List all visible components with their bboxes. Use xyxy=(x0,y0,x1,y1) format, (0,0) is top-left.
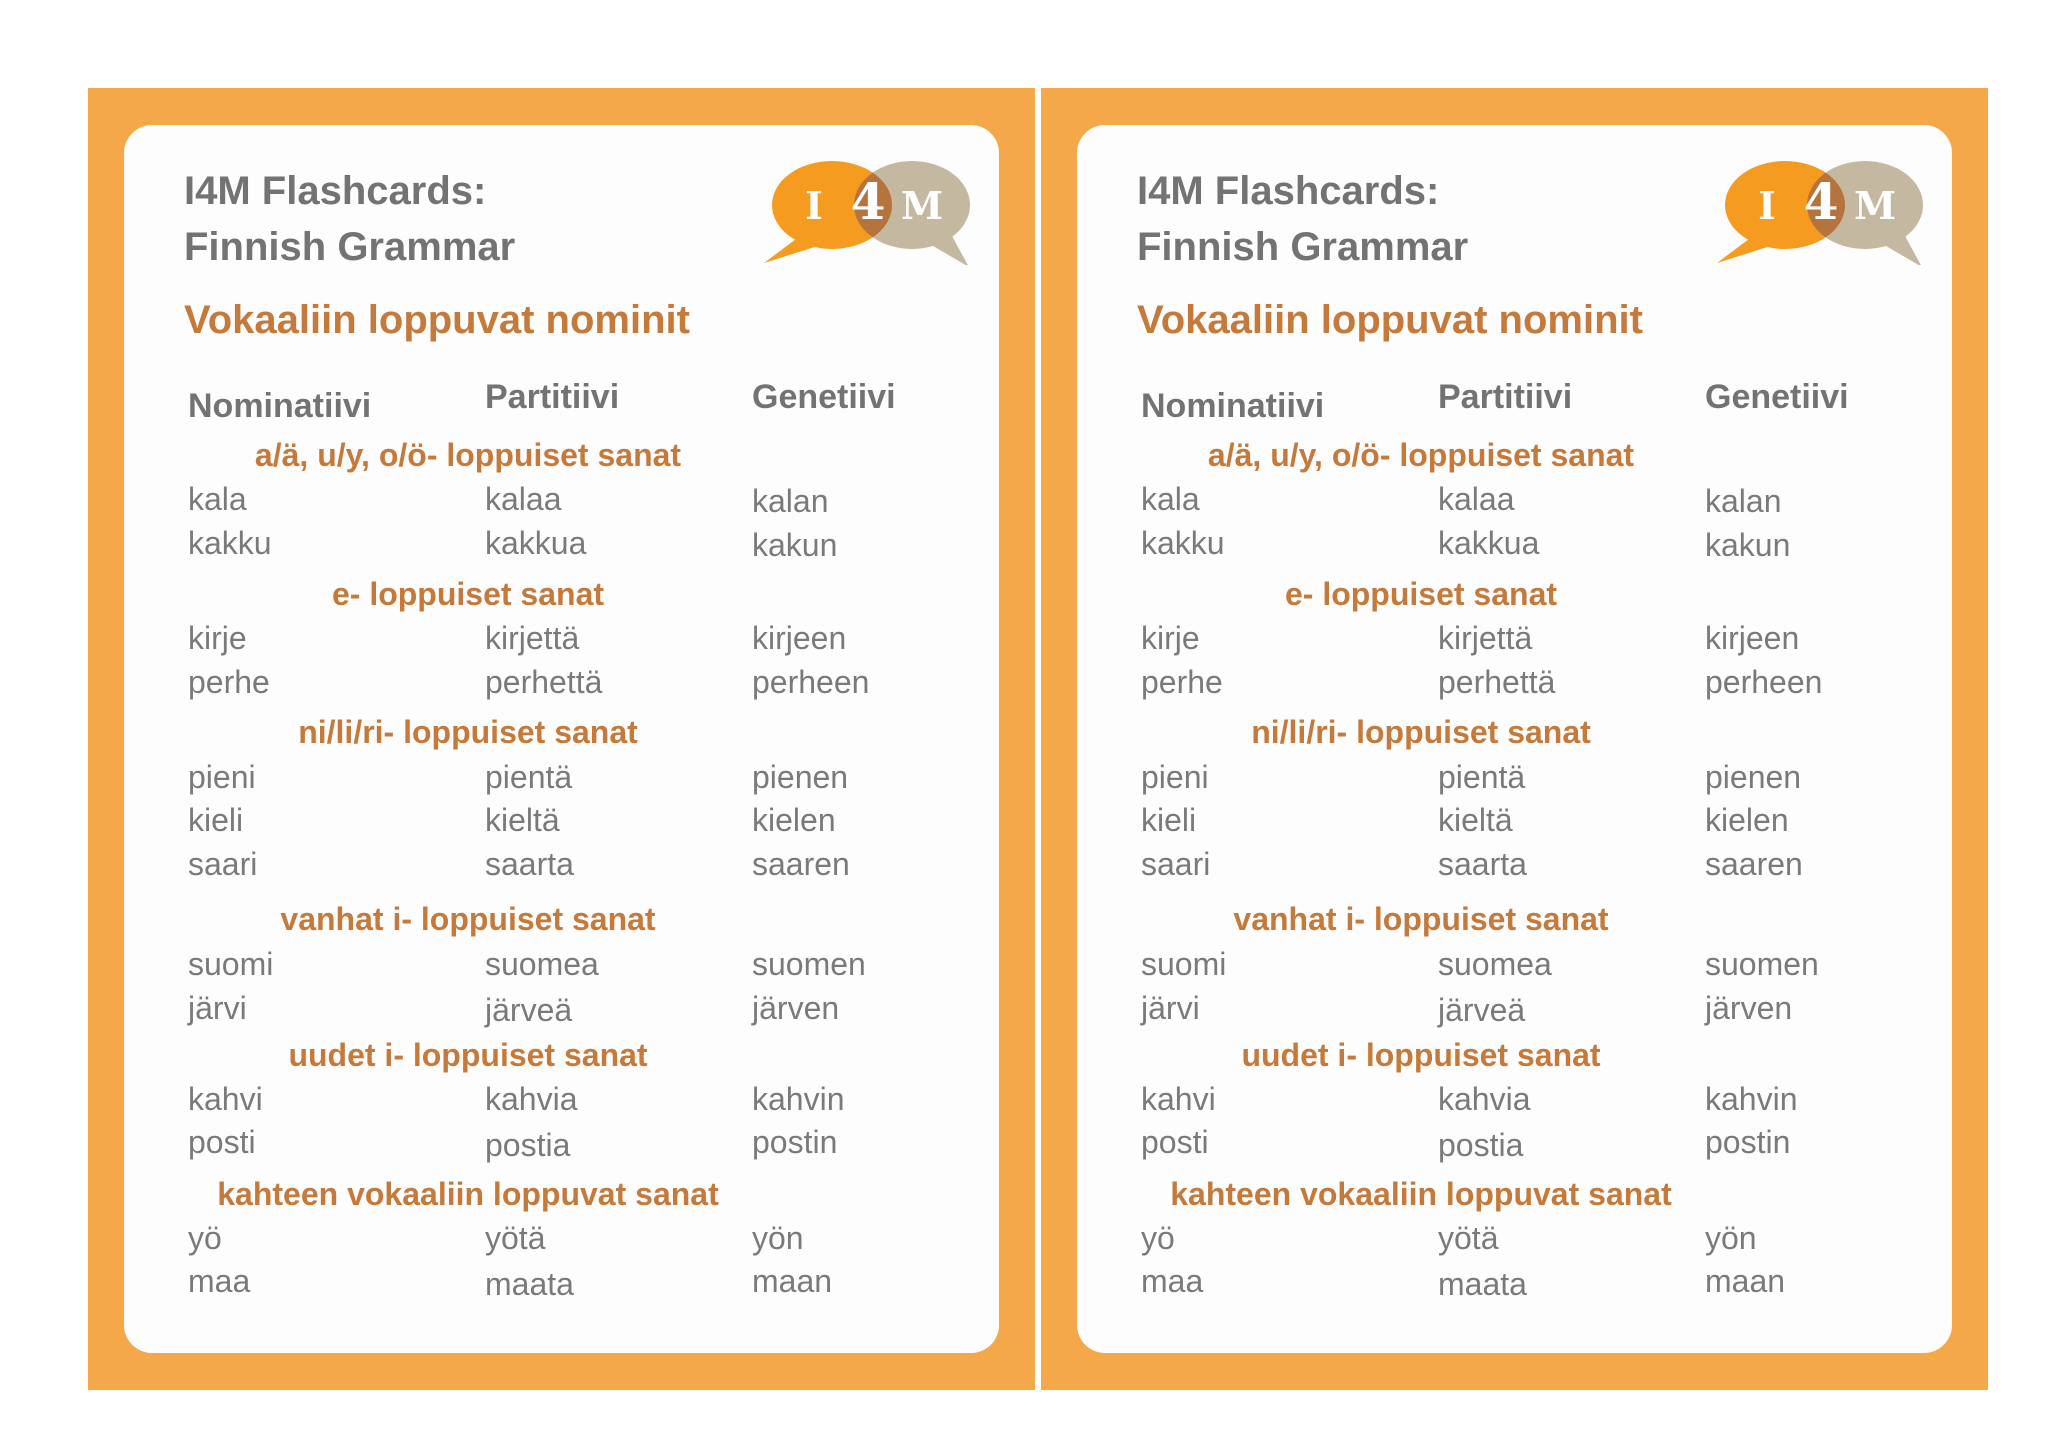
word-partitive: maata xyxy=(1438,1266,1527,1302)
card-title-line: Finnish Grammar xyxy=(1137,225,1469,269)
word-partitive: saarta xyxy=(485,846,574,882)
word-partitive: kakkua xyxy=(485,525,587,561)
word-genitive: perheen xyxy=(1705,664,1823,700)
word-genitive: postin xyxy=(1705,1124,1791,1160)
flashcard-body xyxy=(124,125,999,1353)
word-genitive: pienen xyxy=(1705,759,1802,795)
word-genitive: järven xyxy=(752,990,840,1026)
word-nominative: järvi xyxy=(1141,990,1200,1026)
card-subtitle: Vokaaliin loppuvat nominit xyxy=(1137,298,1643,342)
word-partitive: perhettä xyxy=(1438,664,1556,700)
word-genitive: kakun xyxy=(752,527,838,563)
word-partitive: kahvia xyxy=(485,1081,578,1117)
card-title-line: I4M Flashcards: xyxy=(184,169,487,213)
word-nominative: perhe xyxy=(188,664,270,700)
word-genitive: kirjeen xyxy=(752,620,847,656)
section-title: kahteen vokaaliin loppuvat sanat xyxy=(1170,1176,1672,1212)
word-partitive: perhettä xyxy=(485,664,603,700)
word-genitive: saaren xyxy=(752,846,850,882)
card-title xyxy=(1137,163,1468,275)
word-nominative: maa xyxy=(1141,1263,1204,1299)
section-title: e- loppuiset sanat xyxy=(1284,576,1558,612)
logo-letter-4: 4 xyxy=(850,172,886,231)
word-partitive: kakkua xyxy=(1438,525,1540,561)
word-genitive: perheen xyxy=(752,664,870,700)
word-partitive: kirjettä xyxy=(1438,620,1533,656)
section-title: ni/li/ri- loppuiset sanat xyxy=(1251,714,1591,750)
word-nominative: kahvi xyxy=(1141,1081,1216,1117)
word-partitive: saarta xyxy=(1438,846,1527,882)
i4m-logo-icon xyxy=(764,159,974,265)
card-title-line: Finnish Grammar xyxy=(184,225,516,269)
column-header-partitive: Partitiivi xyxy=(485,378,620,416)
column-header-nominative: Nominatiivi xyxy=(188,387,372,425)
word-nominative: kirje xyxy=(1141,620,1200,656)
word-genitive: postin xyxy=(752,1124,838,1160)
section-title: uudet i- loppuiset sanat xyxy=(1241,1037,1601,1073)
word-nominative: posti xyxy=(188,1124,256,1160)
word-partitive: yötä xyxy=(485,1220,546,1256)
word-genitive: järven xyxy=(1705,990,1793,1026)
column-header-nominative: Nominatiivi xyxy=(1141,387,1325,425)
word-genitive: kahvin xyxy=(752,1081,845,1117)
flashcard-left xyxy=(88,88,1035,1390)
word-genitive: kahvin xyxy=(1705,1081,1798,1117)
logo-letter-m: M xyxy=(900,183,944,228)
word-partitive: yötä xyxy=(1438,1220,1499,1256)
word-nominative: saari xyxy=(188,846,258,882)
i4m-logo-icon xyxy=(1717,159,1927,265)
section-title: e- loppuiset sanat xyxy=(331,576,605,612)
section-title: vanhat i- loppuiset sanat xyxy=(280,901,656,937)
word-nominative: posti xyxy=(1141,1124,1209,1160)
word-nominative: perhe xyxy=(1141,664,1223,700)
word-genitive: maan xyxy=(752,1263,833,1299)
word-partitive: postia xyxy=(1438,1127,1524,1163)
word-nominative: kakku xyxy=(1141,525,1225,561)
word-nominative: kirje xyxy=(188,620,247,656)
word-genitive: suomen xyxy=(1705,946,1819,982)
column-header-genitive: Genetiivi xyxy=(752,378,896,416)
word-nominative: saari xyxy=(1141,846,1211,882)
word-genitive: kielen xyxy=(752,802,836,838)
word-partitive: kirjettä xyxy=(485,620,580,656)
column-header-partitive: Partitiivi xyxy=(1438,378,1573,416)
word-nominative: kakku xyxy=(188,525,272,561)
word-partitive: maata xyxy=(485,1266,574,1302)
logo-letter-i: I xyxy=(1758,183,1776,228)
card-subtitle: Vokaaliin loppuvat nominit xyxy=(184,298,690,342)
word-partitive: kieltä xyxy=(485,802,560,838)
word-partitive: postia xyxy=(485,1127,571,1163)
word-partitive: suomea xyxy=(485,946,599,982)
section-title: vanhat i- loppuiset sanat xyxy=(1233,901,1609,937)
word-genitive: yön xyxy=(752,1220,804,1256)
word-partitive: pientä xyxy=(485,759,573,795)
word-nominative: kieli xyxy=(188,802,244,838)
word-nominative: suomi xyxy=(1141,946,1227,982)
word-genitive: maan xyxy=(1705,1263,1786,1299)
flashcard-body xyxy=(1077,125,1952,1353)
word-nominative: järvi xyxy=(188,990,247,1026)
word-genitive: yön xyxy=(1705,1220,1757,1256)
word-nominative: kahvi xyxy=(188,1081,263,1117)
column-header-genitive: Genetiivi xyxy=(1705,378,1849,416)
word-genitive: kielen xyxy=(1705,802,1789,838)
logo-letter-4: 4 xyxy=(1803,172,1839,231)
section-title: a/ä, u/y, o/ö- loppuiset sanat xyxy=(254,437,682,473)
word-genitive: suomen xyxy=(752,946,866,982)
word-nominative: maa xyxy=(188,1263,251,1299)
word-partitive: järveä xyxy=(1438,992,1526,1028)
section-title: kahteen vokaaliin loppuvat sanat xyxy=(217,1176,719,1212)
section-title: a/ä, u/y, o/ö- loppuiset sanat xyxy=(1207,437,1635,473)
word-genitive: kakun xyxy=(1705,527,1791,563)
word-nominative: yö xyxy=(1141,1220,1175,1256)
word-partitive: suomea xyxy=(1438,946,1552,982)
word-nominative: yö xyxy=(188,1220,222,1256)
word-partitive: kahvia xyxy=(1438,1081,1531,1117)
word-genitive: kirjeen xyxy=(1705,620,1800,656)
card-title xyxy=(184,163,515,275)
word-partitive: kalaa xyxy=(1438,481,1515,517)
word-nominative: pieni xyxy=(1141,759,1209,795)
word-nominative: kieli xyxy=(1141,802,1197,838)
word-genitive: kalan xyxy=(752,483,829,519)
word-partitive: järveä xyxy=(485,992,573,1028)
word-partitive: kalaa xyxy=(485,481,562,517)
word-nominative: kala xyxy=(188,481,247,517)
word-nominative: kala xyxy=(1141,481,1200,517)
word-nominative: suomi xyxy=(188,946,274,982)
word-genitive: kalan xyxy=(1705,483,1782,519)
logo-letter-m: M xyxy=(1853,183,1897,228)
section-title: uudet i- loppuiset sanat xyxy=(288,1037,648,1073)
word-genitive: pienen xyxy=(752,759,849,795)
flashcard-right xyxy=(1041,88,1988,1390)
logo-letter-i: I xyxy=(805,183,823,228)
word-genitive: saaren xyxy=(1705,846,1803,882)
card-title-line: I4M Flashcards: xyxy=(1137,169,1440,213)
word-partitive: pientä xyxy=(1438,759,1526,795)
word-nominative: pieni xyxy=(188,759,256,795)
section-title: ni/li/ri- loppuiset sanat xyxy=(298,714,638,750)
word-partitive: kieltä xyxy=(1438,802,1513,838)
